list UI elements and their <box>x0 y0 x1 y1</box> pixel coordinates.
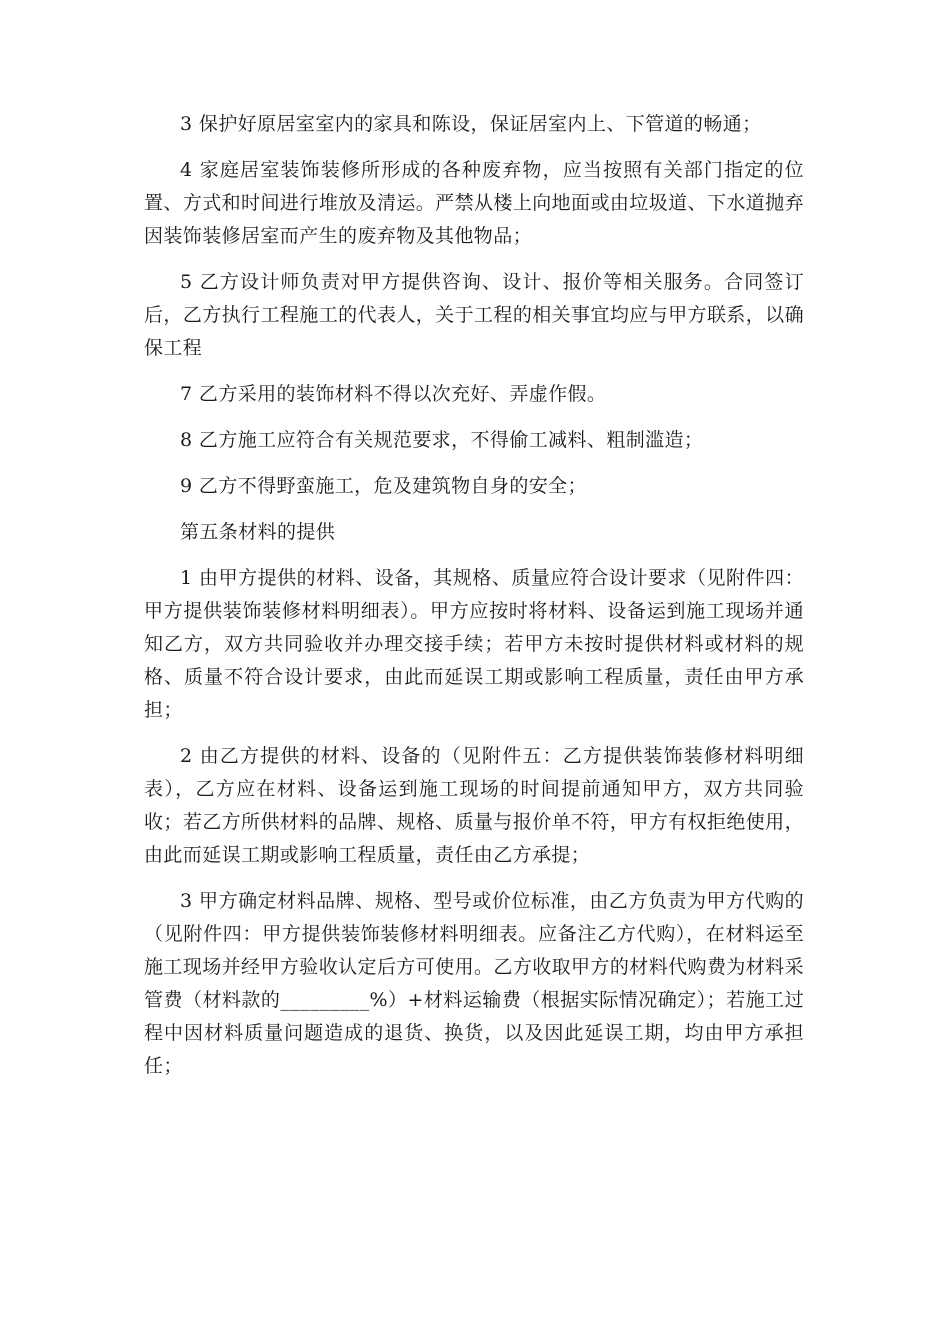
material-clause-3: 3 甲方确定材料品牌、规格、型号或价位标准，由乙方负责为甲方代购的（见附件四：甲方提供装饰装修材料明细表。应备注乙方代购），在材料运至施工现场并经甲方验收认定后方可使用。乙方收取甲方的材料代购费为材料采管费（材料款的_________%）+材料运输费（根据实际情况确定）；若施工过程中因材料质量问题造成的退货、换货，以及因此延误工期，均由甲方承担任； <box>144 890 804 1077</box>
material-clause-2: 2 由乙方提供的材料、设备的（见附件五：乙方提供装饰装修材料明细表），乙方应在材料、设备运到施工现场的时间提前通知甲方，双方共同验收；若乙方所供材料的品牌、规格、质量与报价单不符，甲方有权拒绝使用，由此而延误工期或影响工程质量，责任由乙方承提； <box>144 745 804 866</box>
clause-paragraph-5: 5 乙方设计师负责对甲方提供咨询、设计、报价等相关服务。合同签订后，乙方执行工程施工的代表人，关于工程的相关事宜均应与甲方联系，以确保工程 <box>144 271 804 359</box>
section-heading: 第五条材料的提供 <box>180 521 336 543</box>
clause-paragraph-7: 7 乙方采用的装饰材料不得以次充好、弄虚作假。 <box>180 383 607 405</box>
clause-paragraph-9: 9 乙方不得野蛮施工，危及建筑物自身的安全； <box>180 475 587 497</box>
clause-paragraph-3: 3 保护好原居室室内的家具和陈设，保证居室内上、下管道的畅通； <box>180 113 762 135</box>
material-clause-1: 1 由甲方提供的材料、设备，其规格、质量应符合设计要求（见附件四：甲方提供装饰装修材料明细表）。甲方应按时将材料、设备运到施工现场并通知乙方，双方共同验收并办理交接手续；若甲方未按时提供材料或材料的规格、质量不符合设计要求，由此而延误工期或影响工程质量，责任由甲方承担； <box>144 567 804 721</box>
clause-paragraph-4: 4 家庭居室装饰装修所形成的各种废弃物，应当按照有关部门指定的位置、方式和时间进行堆放及清运。严禁从楼上向地面或由垃圾道、下水道抛弃因装饰装修居室而产生的废弃物及其他物品； <box>144 159 804 247</box>
clause-paragraph-8: 8 乙方施工应符合有关规范要求，不得偷工减料、粗制滥造； <box>180 429 704 451</box>
document-body <box>144 108 804 1096</box>
